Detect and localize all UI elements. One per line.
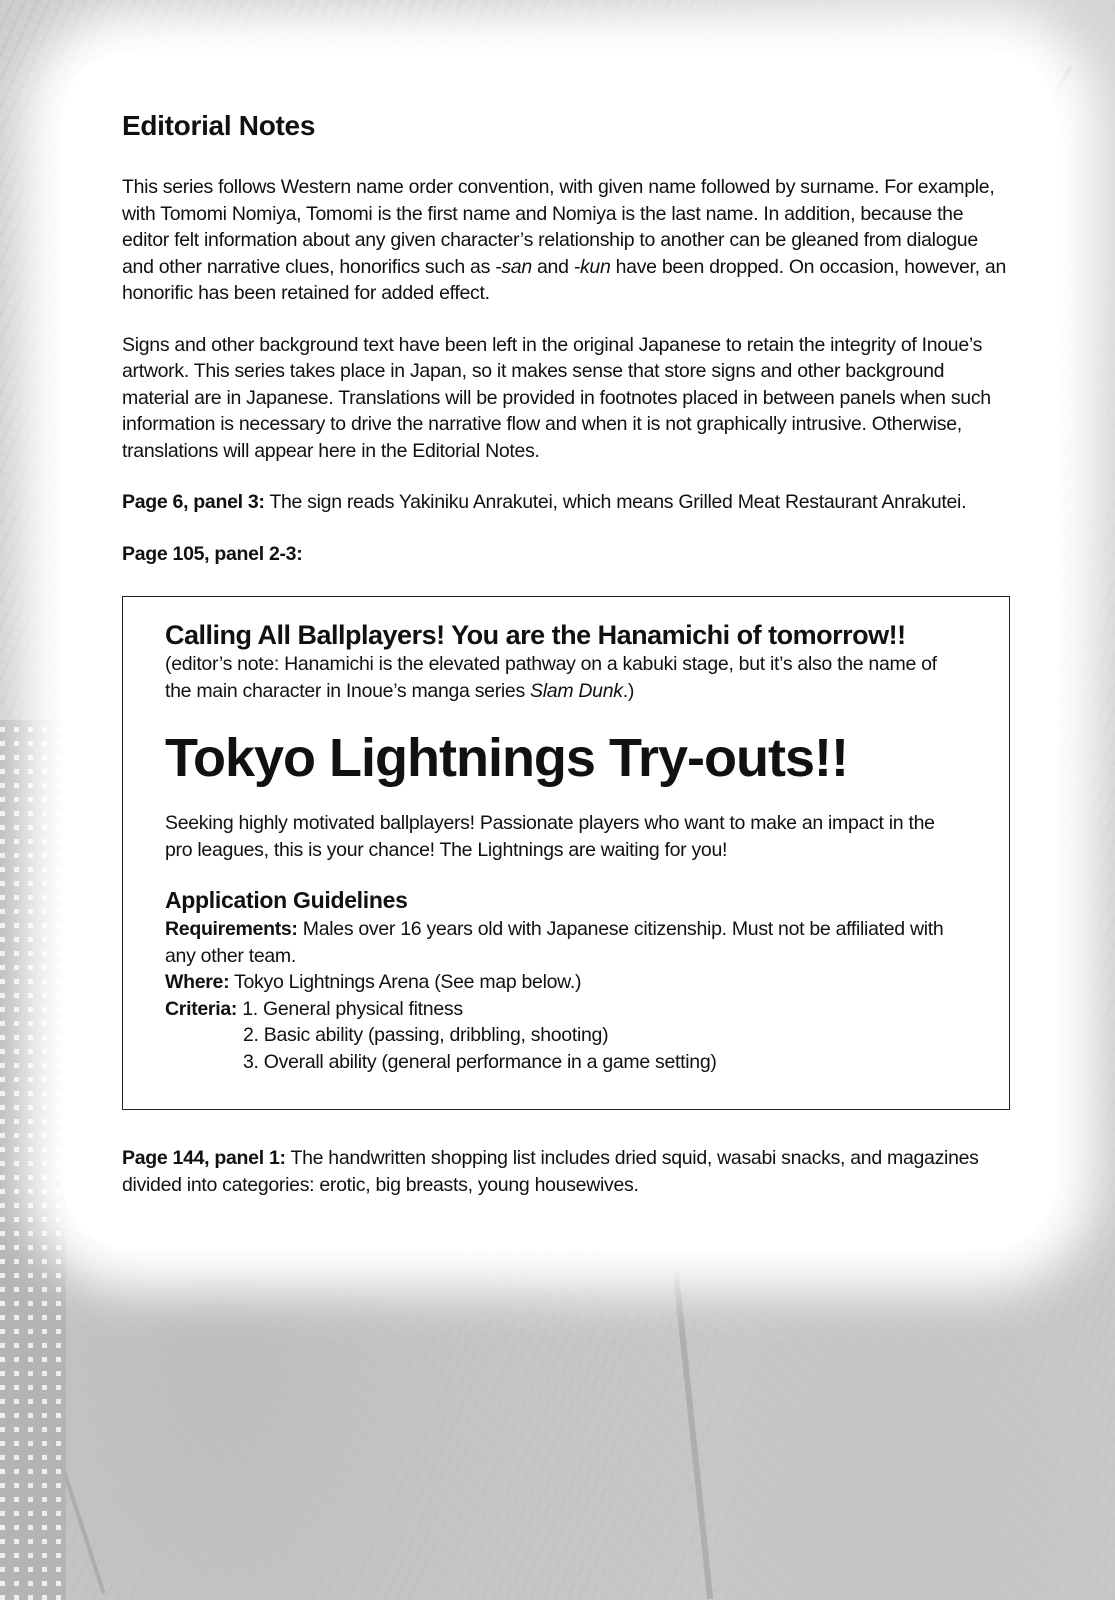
paragraph-name-order [122, 174, 1012, 307]
flyer-editor-note [165, 651, 965, 704]
criteria-item-3: 3. Overall ability (general performance in a game setting) [243, 1050, 717, 1073]
where-label: Where: [165, 971, 230, 993]
closing-notes [122, 1145, 1012, 1223]
note-page-144 [122, 1145, 1012, 1198]
flyer-headline: Tokyo Lightnings Try-outs!! [165, 728, 848, 788]
criteria-line [165, 996, 965, 1023]
requirements-line [165, 916, 965, 969]
note-label: Page 6, panel 3: [122, 491, 265, 513]
note-label: Page 144, panel 1: [122, 1147, 286, 1169]
note-page-6 [122, 489, 1012, 516]
note-text: The handwritten shopping list includes dried squid, wasabi snacks, and magazines divided into categories: erotic, big breasts, young housewives. [122, 1147, 979, 1196]
requirements-text: Males over 16 years old with Japanese citizenship. Must not be affiliated with any other team. [165, 918, 944, 967]
decorative-grid-strip [0, 720, 66, 1600]
tryout-flyer-box [122, 596, 1010, 1110]
text-run: (editor’s note: Hanamichi is the elevated pathway on a kabuki stage, but it’s also the name of the main character in Inoue’s manga series [165, 653, 937, 702]
text-run: .) [622, 679, 635, 702]
text-run: and [531, 255, 574, 278]
where-text: Tokyo Lightnings Arena (See map below.) [229, 971, 582, 993]
guidelines-heading: Application Guidelines [165, 887, 408, 913]
where-line [165, 969, 965, 996]
note-text: The sign reads Yakiniku Anrakutei, which means Grilled Meat Restaurant Anrakutei. [264, 491, 967, 513]
paragraph-background-text: Signs and other background text have been left in the original Japanese to retain the integrity of Inoue’s artwork. This series takes place in Japan, so it makes sense that store signs and other background material are in Japanese. Translations will be provided in footnotes placed in between panels when such information is necessary to drive the narrative flow and when it is not graphically intrusive. Otherwise, translations will appear here in the Editorial Notes. [122, 333, 991, 462]
manga-title: Slam Dunk [530, 679, 623, 702]
honorific-kun: -kun [573, 255, 611, 278]
note-label: Page 105, panel 2-3: [122, 542, 303, 565]
flyer-pitch: Seeking highly motivated ballplayers! Passionate players who want to make an impact in the pro leagues, this is your chance! The Lightnings are waiting for you! [165, 812, 935, 861]
criteria-item-2: 2. Basic ability (passing, dribbling, shooting) [243, 1024, 609, 1046]
text-run: have been dropped. On occasion, however, an honorific has been retained for added effect. [122, 255, 1007, 304]
criteria-label: Criteria: [165, 997, 238, 1020]
editorial-notes-content [122, 110, 1012, 592]
requirements-label: Requirements: [165, 918, 298, 940]
honorific-san: -san [495, 255, 532, 278]
page-title: Editorial Notes [122, 110, 316, 141]
flyer-calling-heading: Calling All Ballplayers! You are the Hanamichi of tomorrow!! [165, 620, 906, 650]
text-run: This series follows Western name order convention, with given name followed by surname. For example, with Tomomi Nomiya, Tomomi is the first name and Nomiya is the last name. In addition, because the editor felt information about any given character’s relationship to another can be gleaned from dialogue and other narrative clues, honorifics such as [122, 176, 995, 278]
criteria-item: 1. General physical fitness [237, 997, 463, 1020]
note-page-105 [122, 541, 1012, 568]
